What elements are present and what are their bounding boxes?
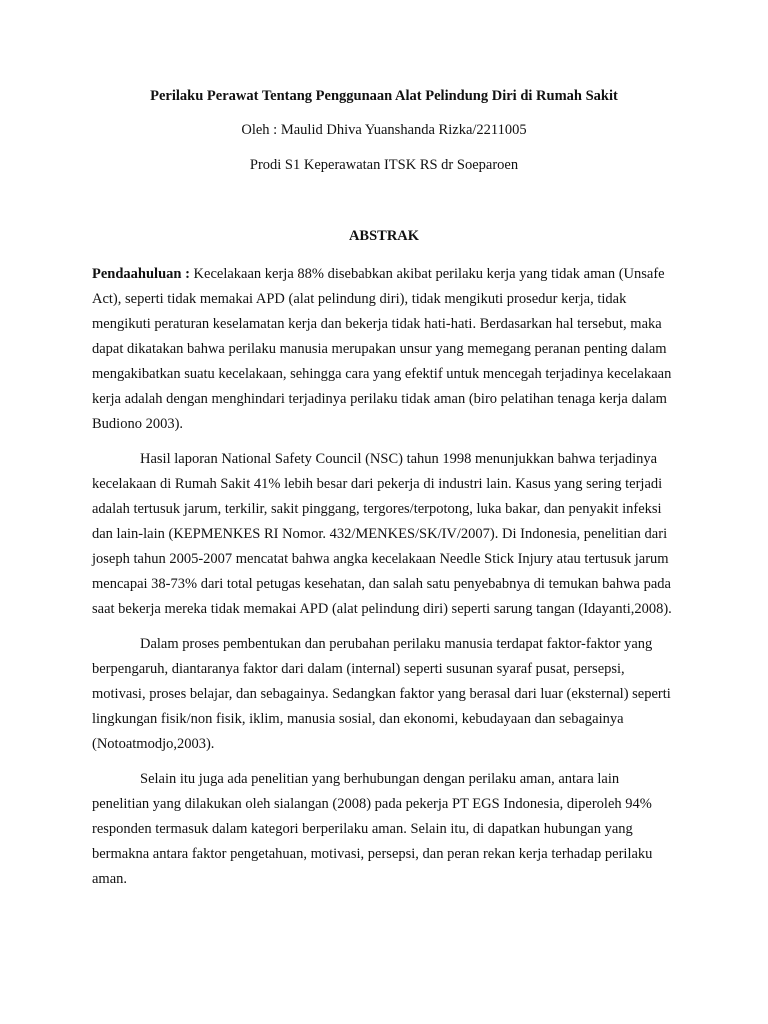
document-title: Perilaku Perawat Tentang Penggunaan Alat Pelindung Diri di Rumah Sakit bbox=[150, 88, 618, 104]
intro-label: Pendaahuluan : bbox=[92, 266, 190, 282]
paragraph: Hasil laporan National Safety Council (NSC) tahun 1998 menunjukkan bahwa terjadinya kecelakaan di Rumah Sakit 41% lebih besar dari pekerja di industri lain. Kasus yang sering terjadi adalah tertusuk jarum, terkilir, sakit pinggang, tergores/terpotong, luka bakar, dan penyakit infeksi dan lain-lain (KEPMENKES RI Nomor. 432/MENKES/SK/IV/2007). Di Indonesia, penelitian dari joseph tahun 2005-2007 mencatat bahwa angka kecelakaan Needle Stick Injury atau tertusuk jarum mencapai 38-73% dari total petugas kesehatan, dan salah satu penyebabnya di temukan bahwa pada saat bekerja mereka tidak memakai APD (alat pelindung diri) seperti sarung tangan (Idayanti,2008). bbox=[92, 451, 672, 617]
author-line: Oleh : Maulid Dhiva Yuanshanda Rizka/2211005 bbox=[241, 122, 527, 138]
intro-text: Kecelakaan kerja 88% disebabkan akibat perilaku kerja yang tidak aman (Unsafe Act), seperti tidak memakai APD (alat pelindung diri), tidak mengikuti prosedur kerja, tidak mengikuti peraturan keselamatan kerja dan bekerja tidak hati-hati. Berdasarkan hal tersebut, maka dapat dikatakan bahwa perilaku manusia merupakan unsur yang memegang peranan penting dalam mengakibatkan suatu kecelakaan, sehingga cara yang efektif untuk mencegah terjadinya kecelakaan kerja adalah dengan menghindari terjadinya perilaku tidak aman (biro pelatihan tenaga kerja dalam Budiono 2003). bbox=[92, 266, 672, 432]
paragraph: Selain itu juga ada penelitian yang berhubungan dengan perilaku aman, antara lain penelitian yang dilakukan oleh sialangan (2008) pada pekerja PT EGS Indonesia, diperoleh 94% responden termasuk dalam kategori berperilaku aman. Selain itu, di dapatkan hubungan yang bermakna antara faktor pengetahuan, motivasi, persepsi, dan peran rekan kerja terhadap perilaku aman. bbox=[92, 771, 653, 887]
intro-paragraph bbox=[92, 262, 676, 437]
abstract-body bbox=[92, 262, 676, 902]
program-line: Prodi S1 Keperawatan ITSK RS dr Soeparoen bbox=[249, 157, 519, 173]
paragraph: Dalam proses pembentukan dan perubahan perilaku manusia terdapat faktor-faktor yang berpengaruh, diantaranya faktor dari dalam (internal) seperti susunan syaraf pusat, persepsi, motivasi, proses belajar, dan sebagainya. Sedangkan faktor yang berasal dari luar (eksternal) seperti lingkungan fisik/non fisik, iklim, manusia sosial, dan ekonomi, kebudayaan dan sebagainya (Notoatmodjo,2003). bbox=[92, 636, 671, 752]
section-heading: ABSTRAK bbox=[348, 228, 420, 244]
